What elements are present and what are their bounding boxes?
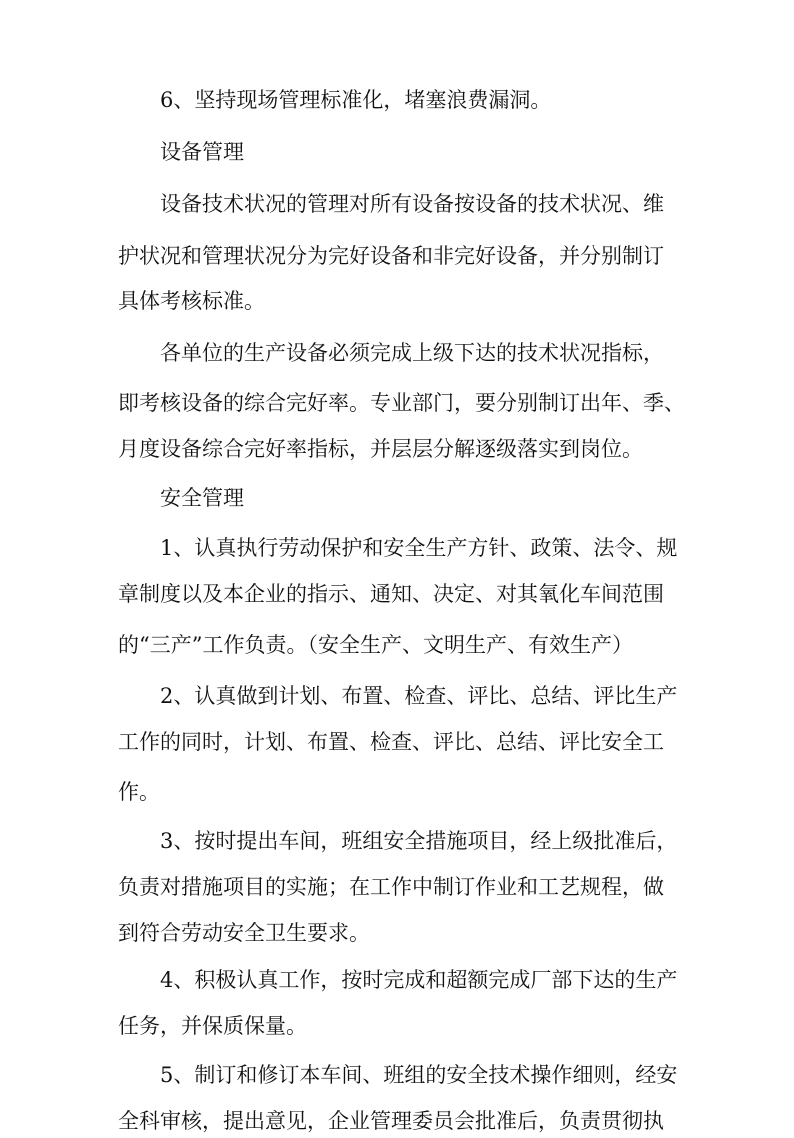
paragraph-line: 4、积极认真工作，按时完成和超额完成厂部下达的生产 (160, 968, 678, 992)
paragraph-line: 设备技术状况的管理对所有设备按设备的技术状况、维 (160, 192, 664, 216)
paragraph-line: 各单位的生产设备必须完成上级下达的技术状况指标， (160, 341, 664, 365)
paragraph-line: 3、按时提出车间，班组安全措施项目，经上级批准后， (160, 829, 678, 853)
paragraph-line: 即考核设备的综合完好率。专业部门，要分别制订出年、季、 (118, 391, 685, 415)
paragraph-line: 任务，并保质保量。 (118, 1014, 307, 1038)
section-heading-equipment: 设备管理 (160, 140, 244, 164)
paragraph-line: 具体考核标准。 (118, 289, 265, 313)
paragraph-line: 月度设备综合完好率指标，并层层分解逐级落实到岗位。 (118, 437, 643, 461)
paragraph-line: 作。 (118, 780, 160, 804)
paragraph-line: 1、认真执行劳动保护和安全生产方针、政策、法令、规 (160, 536, 678, 560)
paragraph-line: 章制度以及本企业的指示、通知、决定、对其氧化车间范围 (118, 582, 664, 606)
paragraph-line: 全科审核，提出意见，企业管理委员会批准后，负责贯彻执 (118, 1109, 664, 1133)
section-heading-safety: 安全管理 (160, 486, 244, 510)
paragraph-line: 6、坚持现场管理标准化，堵塞浪费漏洞。 (160, 88, 552, 112)
paragraph-line: 工作的同时，计划、布置、检查、评比、总结、评比安全工 (118, 730, 664, 754)
paragraph-line: 负责对措施项目的实施；在工作中制订作业和工艺规程，做 (118, 875, 664, 899)
paragraph-line: 到符合劳动安全卫生要求。 (118, 921, 370, 945)
paragraph-line: 2、认真做到计划、布置、检查、评比、总结、评比生产 (160, 684, 678, 708)
paragraph-line: 5、制订和修订本车间、班组的安全技术操作细则，经安 (160, 1063, 678, 1087)
paragraph-line: 护状况和管理状况分为完好设备和非完好设备，并分别制订 (118, 244, 664, 268)
paragraph-line: 的“三产”工作负责。（安全生产、文明生产、有效生产） (118, 633, 633, 657)
